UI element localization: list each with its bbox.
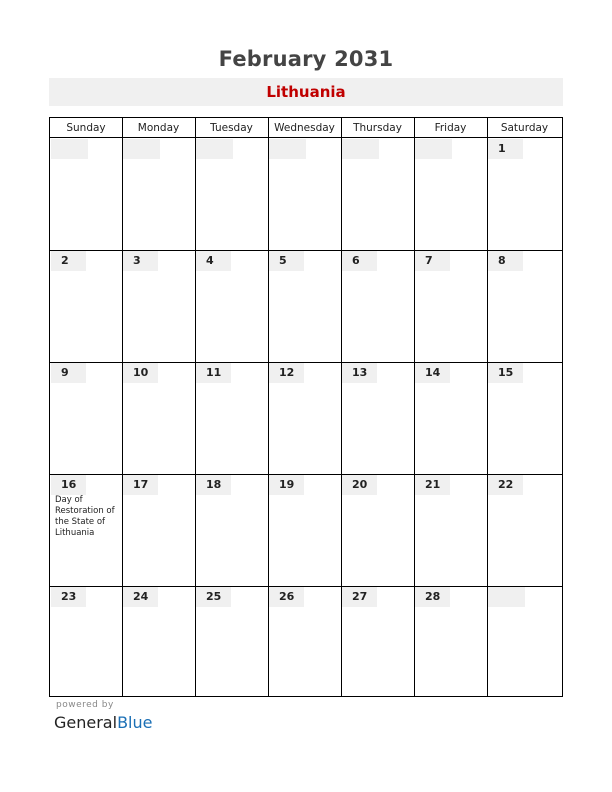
day-cell-empty[interactable] (123, 139, 195, 250)
weekday-header-tuesday: Tuesday (195, 118, 268, 138)
day-number: 12 (269, 363, 304, 383)
day-cell-20[interactable] (342, 475, 414, 586)
weekday-header-sunday: Sunday (50, 118, 122, 138)
day-cell-17[interactable] (123, 475, 195, 586)
day-number (196, 139, 233, 159)
header-divider (50, 137, 562, 138)
calendar-grid (49, 117, 563, 697)
day-cell-23[interactable] (51, 587, 122, 696)
day-number: 19 (269, 475, 304, 495)
day-cell-27[interactable] (342, 587, 414, 696)
day-number: 8 (488, 251, 523, 271)
day-cell-3[interactable] (123, 251, 195, 362)
day-cell-22[interactable] (488, 475, 562, 586)
day-cell-empty[interactable] (415, 139, 487, 250)
day-cell-19[interactable] (269, 475, 341, 586)
day-number (269, 139, 306, 159)
day-number: 2 (51, 251, 86, 271)
day-cell-9[interactable] (51, 363, 122, 474)
day-number: 3 (123, 251, 158, 271)
day-cell-empty[interactable] (51, 139, 122, 250)
day-number: 17 (123, 475, 158, 495)
day-number (488, 587, 525, 607)
weekday-header-friday: Friday (414, 118, 487, 138)
powered-by-label: powered by (56, 700, 114, 710)
day-cell-2[interactable] (51, 251, 122, 362)
day-cell-10[interactable] (123, 363, 195, 474)
day-number: 18 (196, 475, 231, 495)
day-number: 26 (269, 587, 304, 607)
weekday-header-monday: Monday (122, 118, 195, 138)
day-number (342, 139, 379, 159)
calendar-title: February 2031 (218, 47, 394, 71)
day-number: 4 (196, 251, 231, 271)
day-number: 10 (123, 363, 158, 383)
day-number (415, 139, 452, 159)
day-cell-21[interactable] (415, 475, 487, 586)
day-cell-24[interactable] (123, 587, 195, 696)
day-cell-8[interactable] (488, 251, 562, 362)
day-number: 7 (415, 251, 450, 271)
day-number (51, 139, 88, 159)
day-cell-26[interactable] (269, 587, 341, 696)
day-number: 5 (269, 251, 304, 271)
country-name: Lithuania (266, 83, 346, 101)
day-number: 28 (415, 587, 450, 607)
brand-blue: Blue (117, 713, 153, 732)
day-number: 13 (342, 363, 377, 383)
day-cell-16[interactable] (51, 475, 122, 586)
day-cell-empty[interactable] (488, 587, 562, 696)
holiday-label: Day of Restoration of the State of Lithuania (55, 495, 115, 538)
day-number: 6 (342, 251, 377, 271)
day-cell-18[interactable] (196, 475, 268, 586)
day-cell-7[interactable] (415, 251, 487, 362)
day-cell-empty[interactable] (269, 139, 341, 250)
day-number: 27 (342, 587, 377, 607)
day-number: 24 (123, 587, 158, 607)
day-number: 14 (415, 363, 450, 383)
generalblue-logo[interactable] (54, 713, 152, 732)
day-number: 25 (196, 587, 231, 607)
day-cell-empty[interactable] (196, 139, 268, 250)
day-number: 11 (196, 363, 231, 383)
day-cell-14[interactable] (415, 363, 487, 474)
day-cell-6[interactable] (342, 251, 414, 362)
day-cell-4[interactable] (196, 251, 268, 362)
weekday-header-saturday: Saturday (487, 118, 562, 138)
day-cell-5[interactable] (269, 251, 341, 362)
day-number (123, 139, 160, 159)
day-cell-11[interactable] (196, 363, 268, 474)
day-cell-13[interactable] (342, 363, 414, 474)
day-number: 15 (488, 363, 523, 383)
weekday-header-wednesday: Wednesday (268, 118, 341, 138)
day-number: 21 (415, 475, 450, 495)
day-number: 1 (488, 139, 523, 159)
day-number: 20 (342, 475, 377, 495)
day-cell-empty[interactable] (342, 139, 414, 250)
country-banner (49, 78, 563, 106)
day-cell-28[interactable] (415, 587, 487, 696)
day-number: 9 (51, 363, 86, 383)
day-cell-1[interactable] (488, 139, 562, 250)
brand-general: General (54, 713, 118, 732)
weekday-header-thursday: Thursday (341, 118, 414, 138)
day-cell-15[interactable] (488, 363, 562, 474)
day-cell-25[interactable] (196, 587, 268, 696)
day-number: 22 (488, 475, 523, 495)
day-cell-12[interactable] (269, 363, 341, 474)
day-number: 23 (51, 587, 86, 607)
day-number: 16 (51, 475, 86, 495)
